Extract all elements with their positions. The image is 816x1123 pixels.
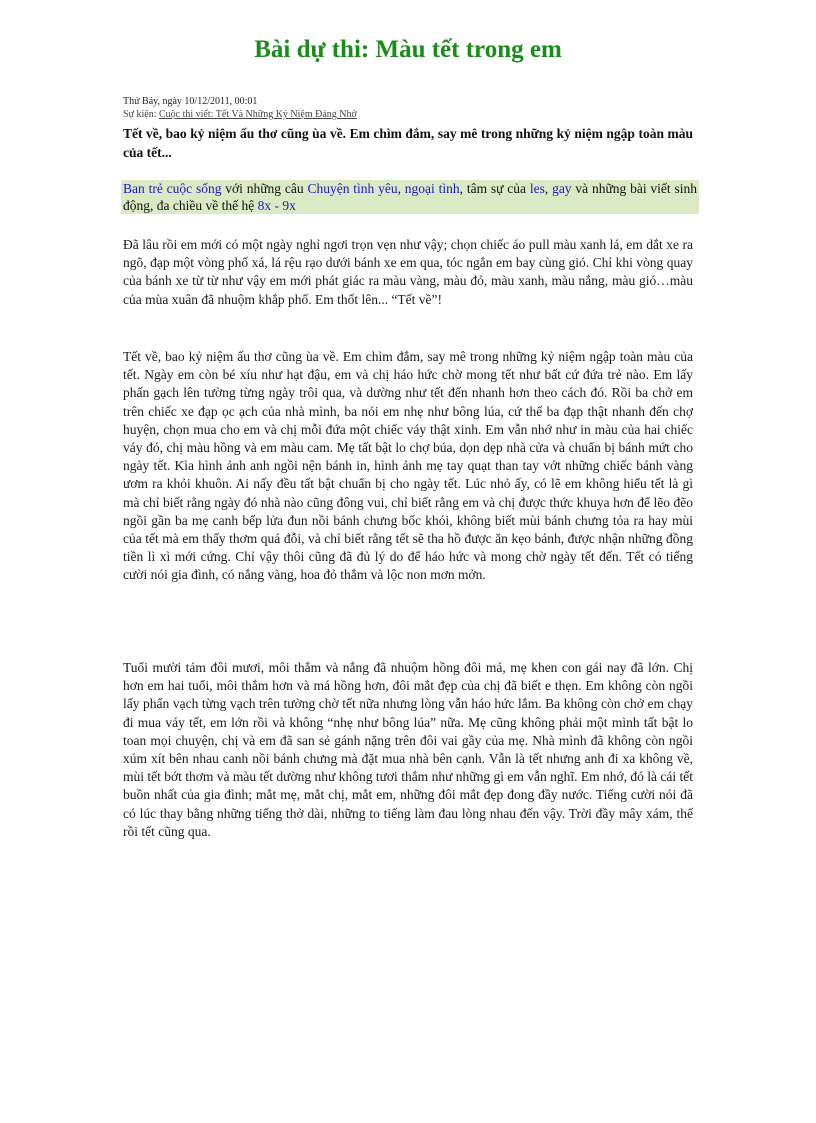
page-title: Bài dự thi: Màu tết trong em bbox=[254, 36, 562, 63]
promo-link-gay[interactable]: gay bbox=[552, 181, 572, 196]
promo-text: , tâm sự của bbox=[459, 181, 530, 196]
promo-link-ngoai-tinh[interactable]: ngoại tình bbox=[404, 181, 460, 196]
promo-link-8x-9x[interactable]: 8x - 9x bbox=[257, 198, 296, 213]
promo-text: , bbox=[397, 181, 405, 196]
event-link[interactable]: Cuộc thi viết: Tết Và Những Kỷ Niệm Đáng Nhớ bbox=[158, 109, 357, 120]
body-paragraph: Tuổi mười tám đôi mươi, môi thắm và nắng đã nhuộm hồng đôi má, mẹ khen con gái nay đã lớn. Chị hơn em hai tuổi, môi thắm hơn và má hồng hơn, đôi mắt đẹp của chị đã biết e thẹn. Em không còn ngồi lấy phấn vạch từng vạch trên tường chờ tết nữa nhưng lòng vẫn háo hức lắm. Ba không còn chở em chạy đi mua váy tết, em lớn rồi và không “nhẹ như bông lúa” nữa. Mẹ cũng không phải một mình tất bật lo toan mọi chuyện, chị và em đã san sẻ gánh nặng trên đôi vai gầy của mẹ. Nhà mình đã không còn ngồi xúm xít bên nhau canh nồi bánh chưng mà đặt mua nhà bên cạnh. Vẫn là tết nhưng anh đi xa không về, mùi tết bớt thơm và màu tết dường như không tươi thắm như những gì em vẫn nghĩ. Em nhớ, đó là cái tết buồn nhất của gia đình; mắt mẹ, mắt chị, mắt em, những đôi mắt đẹp đong đầy nước. Tiếng cười nói đã có lúc thay bằng những tiếng thở dài, những to tiếng làm đau lòng nhau đến vậy. Trời đầy mây xám, thế rồi tết cũng qua. bbox=[123, 660, 693, 839]
promo-link-les[interactable]: les bbox=[529, 181, 545, 196]
body-paragraph: Tết về, bao kỷ niệm ấu thơ cũng ùa về. Em chìm đắm, say mê trong những kỷ niệm ngập toàn màu của tết. Ngày em còn bé xíu như hạt đậu, em và chị háo hức chờ mong tết như bất cứ đứa trẻ nào. Em lấy phấn gạch lên tường từng ngày trôi qua, và dường như tết đến nhanh hơn theo cách đó. Rồi ba chở em trên chiếc xe đạp ọc ạch của nhà mình, ba nói em nhẹ như bông lúa, cứ thế ba đạp thật nhanh đến chợ huyện, chọn mua cho em và chị mỗi đứa một chiếc váy thật xinh. Em vẫn nhớ như in màu của hai chiếc váy đó, chị màu hồng và em màu cam. Mẹ tất bật lo chợ búa, dọn dẹp nhà cửa và chuẩn bị bánh mứt cho ngày tết. Kìa hình ảnh anh ngồi nện bánh in, hình ảnh mẹ tay quạt than tay vớt những chiếc bánh vàng ươm ra khỏi khuôn. Ai nấy đều tất bật chuẩn bị cho ngày tết. Lúc nhỏ ấy, có lẽ em không hiểu tết là gì mà chỉ biết rằng ngày đó nhà nào cũng đông vui, chỉ biết rằng em và chị được thức khuya hơn để lẽo đẽo ngồi gần ba mẹ canh bếp lửa đun nồi bánh chưng bốc khói, không biết mùi bánh chưng tỏa ra hay mùi của tết mà em thấy thơm quá đỗi, và chỉ biết rằng tết sẽ tha hồ được ăn kẹo bánh, được nhận những đồng tiền lì xì mới cứng. Chỉ vậy thôi cũng đã đủ lý do để háo hức và mong chờ ngày tết đến. Tết có tiếng cười nói gia đình, có nắng vàng, hoa đỏ thắm và lộc non mơn mởn. bbox=[123, 349, 693, 583]
promo-link-ban-tre[interactable]: Ban trẻ cuộc sống bbox=[123, 181, 222, 196]
event-line bbox=[123, 109, 357, 120]
body-paragraph: Đã lâu rồi em mới có một ngày nghỉ ngơi trọn vẹn như vậy; chọn chiếc áo pull màu xanh lá, em dắt xe ra ngõ, đạp một vòng phố xá, lá rệu rạo dưới bánh xe em qua, tóc ngắn em bay cùng gió. Chỉ khi vòng quay của bánh xe từ từ như vậy em mới phát giác ra màu vàng, màu đỏ, màu xanh, màu nắng, màu gió…màu của mùa xuân đã nhuộm khắp phố. Em thốt lên... “Tết về”! bbox=[123, 237, 693, 307]
lead-paragraph: Tết về, bao kỷ niệm ấu thơ cũng ùa về. Em chìm đắm, say mê trong những kỷ niệm ngập toàn màu của tết... bbox=[123, 126, 693, 160]
promo-banner bbox=[121, 180, 699, 214]
post-date: Thứ Bảy, ngày 10/12/2011, 00:01 bbox=[123, 96, 258, 107]
promo-text: , bbox=[544, 181, 553, 196]
promo-link-chuyen-tinh-yeu[interactable]: Chuyện tình yêu bbox=[307, 181, 398, 196]
promo-text: và những bài viết sinh động, đa chiều về thế hệ bbox=[123, 181, 697, 213]
promo-text: với những câu bbox=[221, 181, 308, 196]
event-label: Sự kiện: bbox=[123, 109, 159, 120]
